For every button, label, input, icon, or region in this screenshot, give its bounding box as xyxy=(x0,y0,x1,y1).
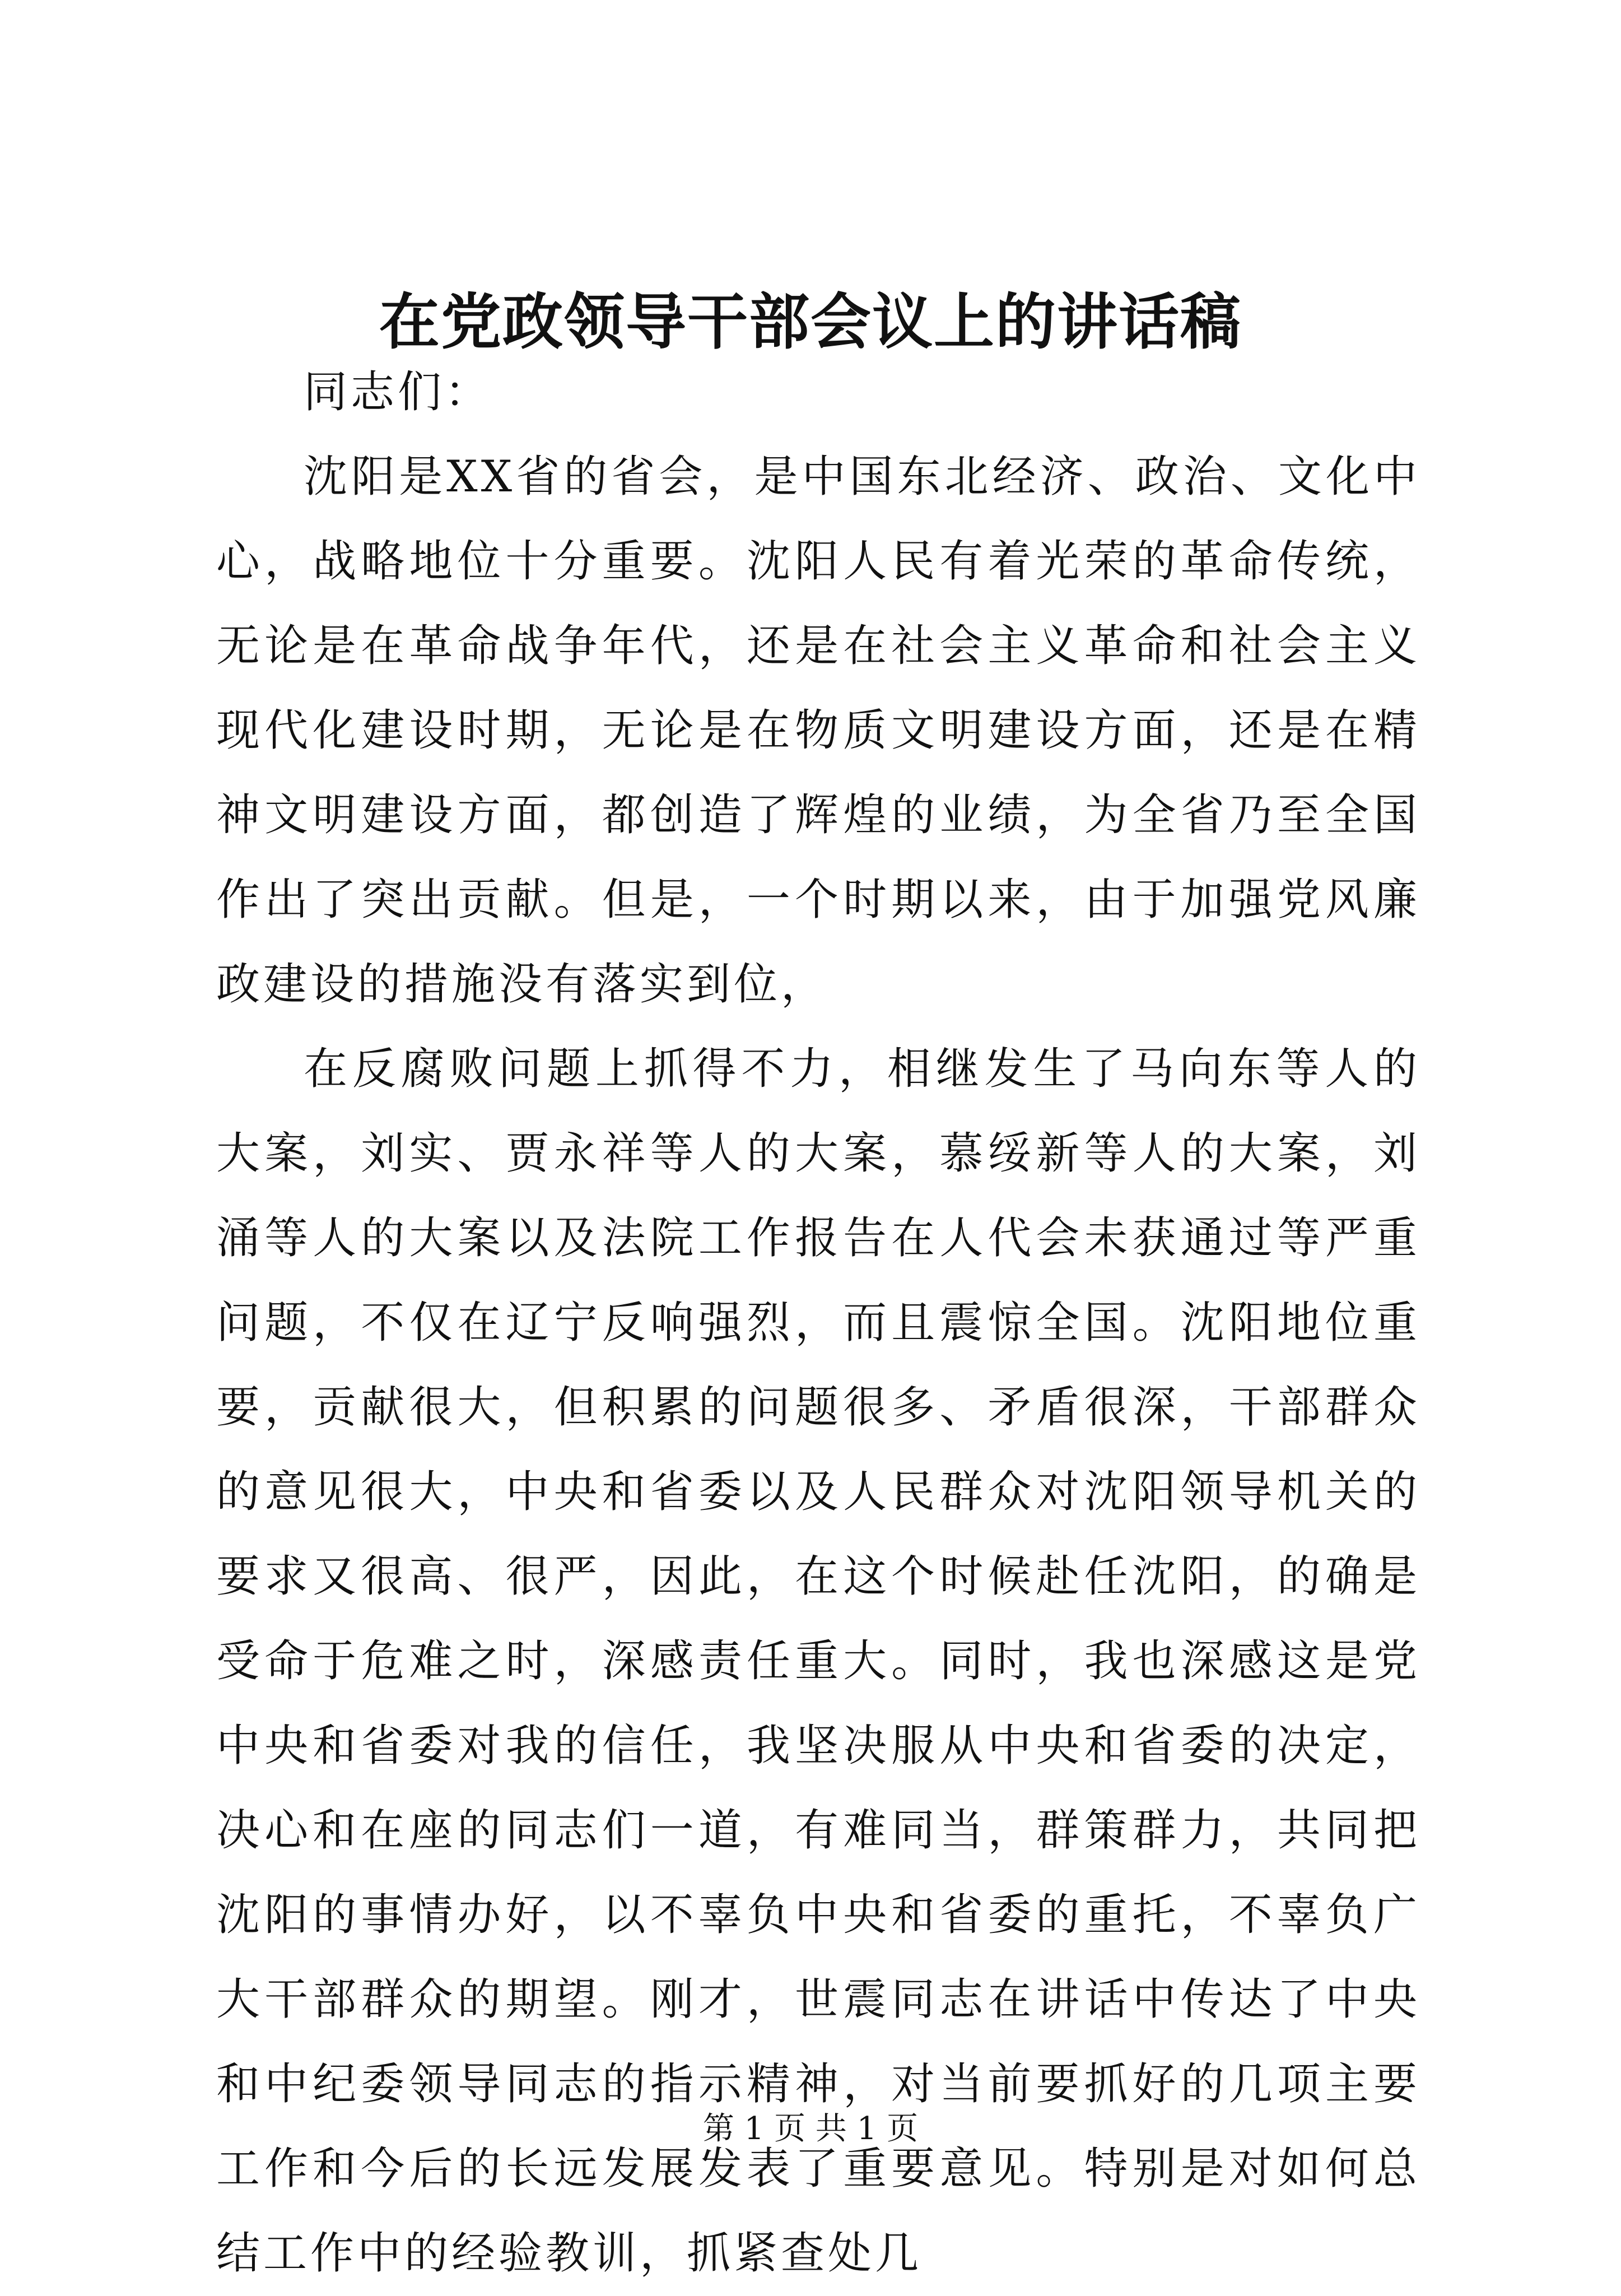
document-body xyxy=(216,350,1420,2296)
salutation: 同志们： xyxy=(304,367,492,417)
page-footer: 第 1 页 共 1 页 xyxy=(702,2111,919,2147)
paragraph-2: 在反腐败问题上抓得不力，相继发生了马向东等人的大案，刘实、贾永祥等人的大案，慕绥新等人的大案，刘涌等人的大案以及法院工作报告在人代会未获通过等严重问题，不仅在辽宁反响强烈，而且震惊全国。沈阳地位重要，贡献很大，但积累的问题很多、矛盾很深，干部群众的意见很大，中央和省委以及人民群众对沈阳领导机关的要求又很高、很严，因此，在这个时候赴任沈阳，的确是受命于危难之时，深感责任重大。同时，我也深感这是党中央和省委对我的信任，我坚决服从中央和省委的决定，决心和在座的同志们一道，有难同当，群策群力，共同把沈阳的事情办好，以不辜负中央和省委的重托，不辜负广大干部群众的期望。刚才，世震同志在讲话中传达了中央和中纪委领导同志的指示精神，对当前要抓好的几项主要工作和今后的长远发展发表了重要意见。特别是对如何总结工作中的经验教训，抓紧查处几 xyxy=(216,1044,1420,2279)
paragraph-1: 沈阳是XX省的省会，是中国东北经济、政治、文化中心，战略地位十分重要。沈阳人民有着光荣的革命传统，无论是在革命战争年代，还是在社会主义革命和社会主义现代化建设时期，无论是在物质文明建设方面，还是在精神文明建设方面，都创造了辉煌的业绩，为全省乃至全国作出了突出贡献。但是，一个时期以来，由于加强党风廉政建设的措施没有落实到位， xyxy=(216,452,1420,1010)
document-title: 在党政领导干部会议上的讲话稿 xyxy=(379,287,1242,357)
